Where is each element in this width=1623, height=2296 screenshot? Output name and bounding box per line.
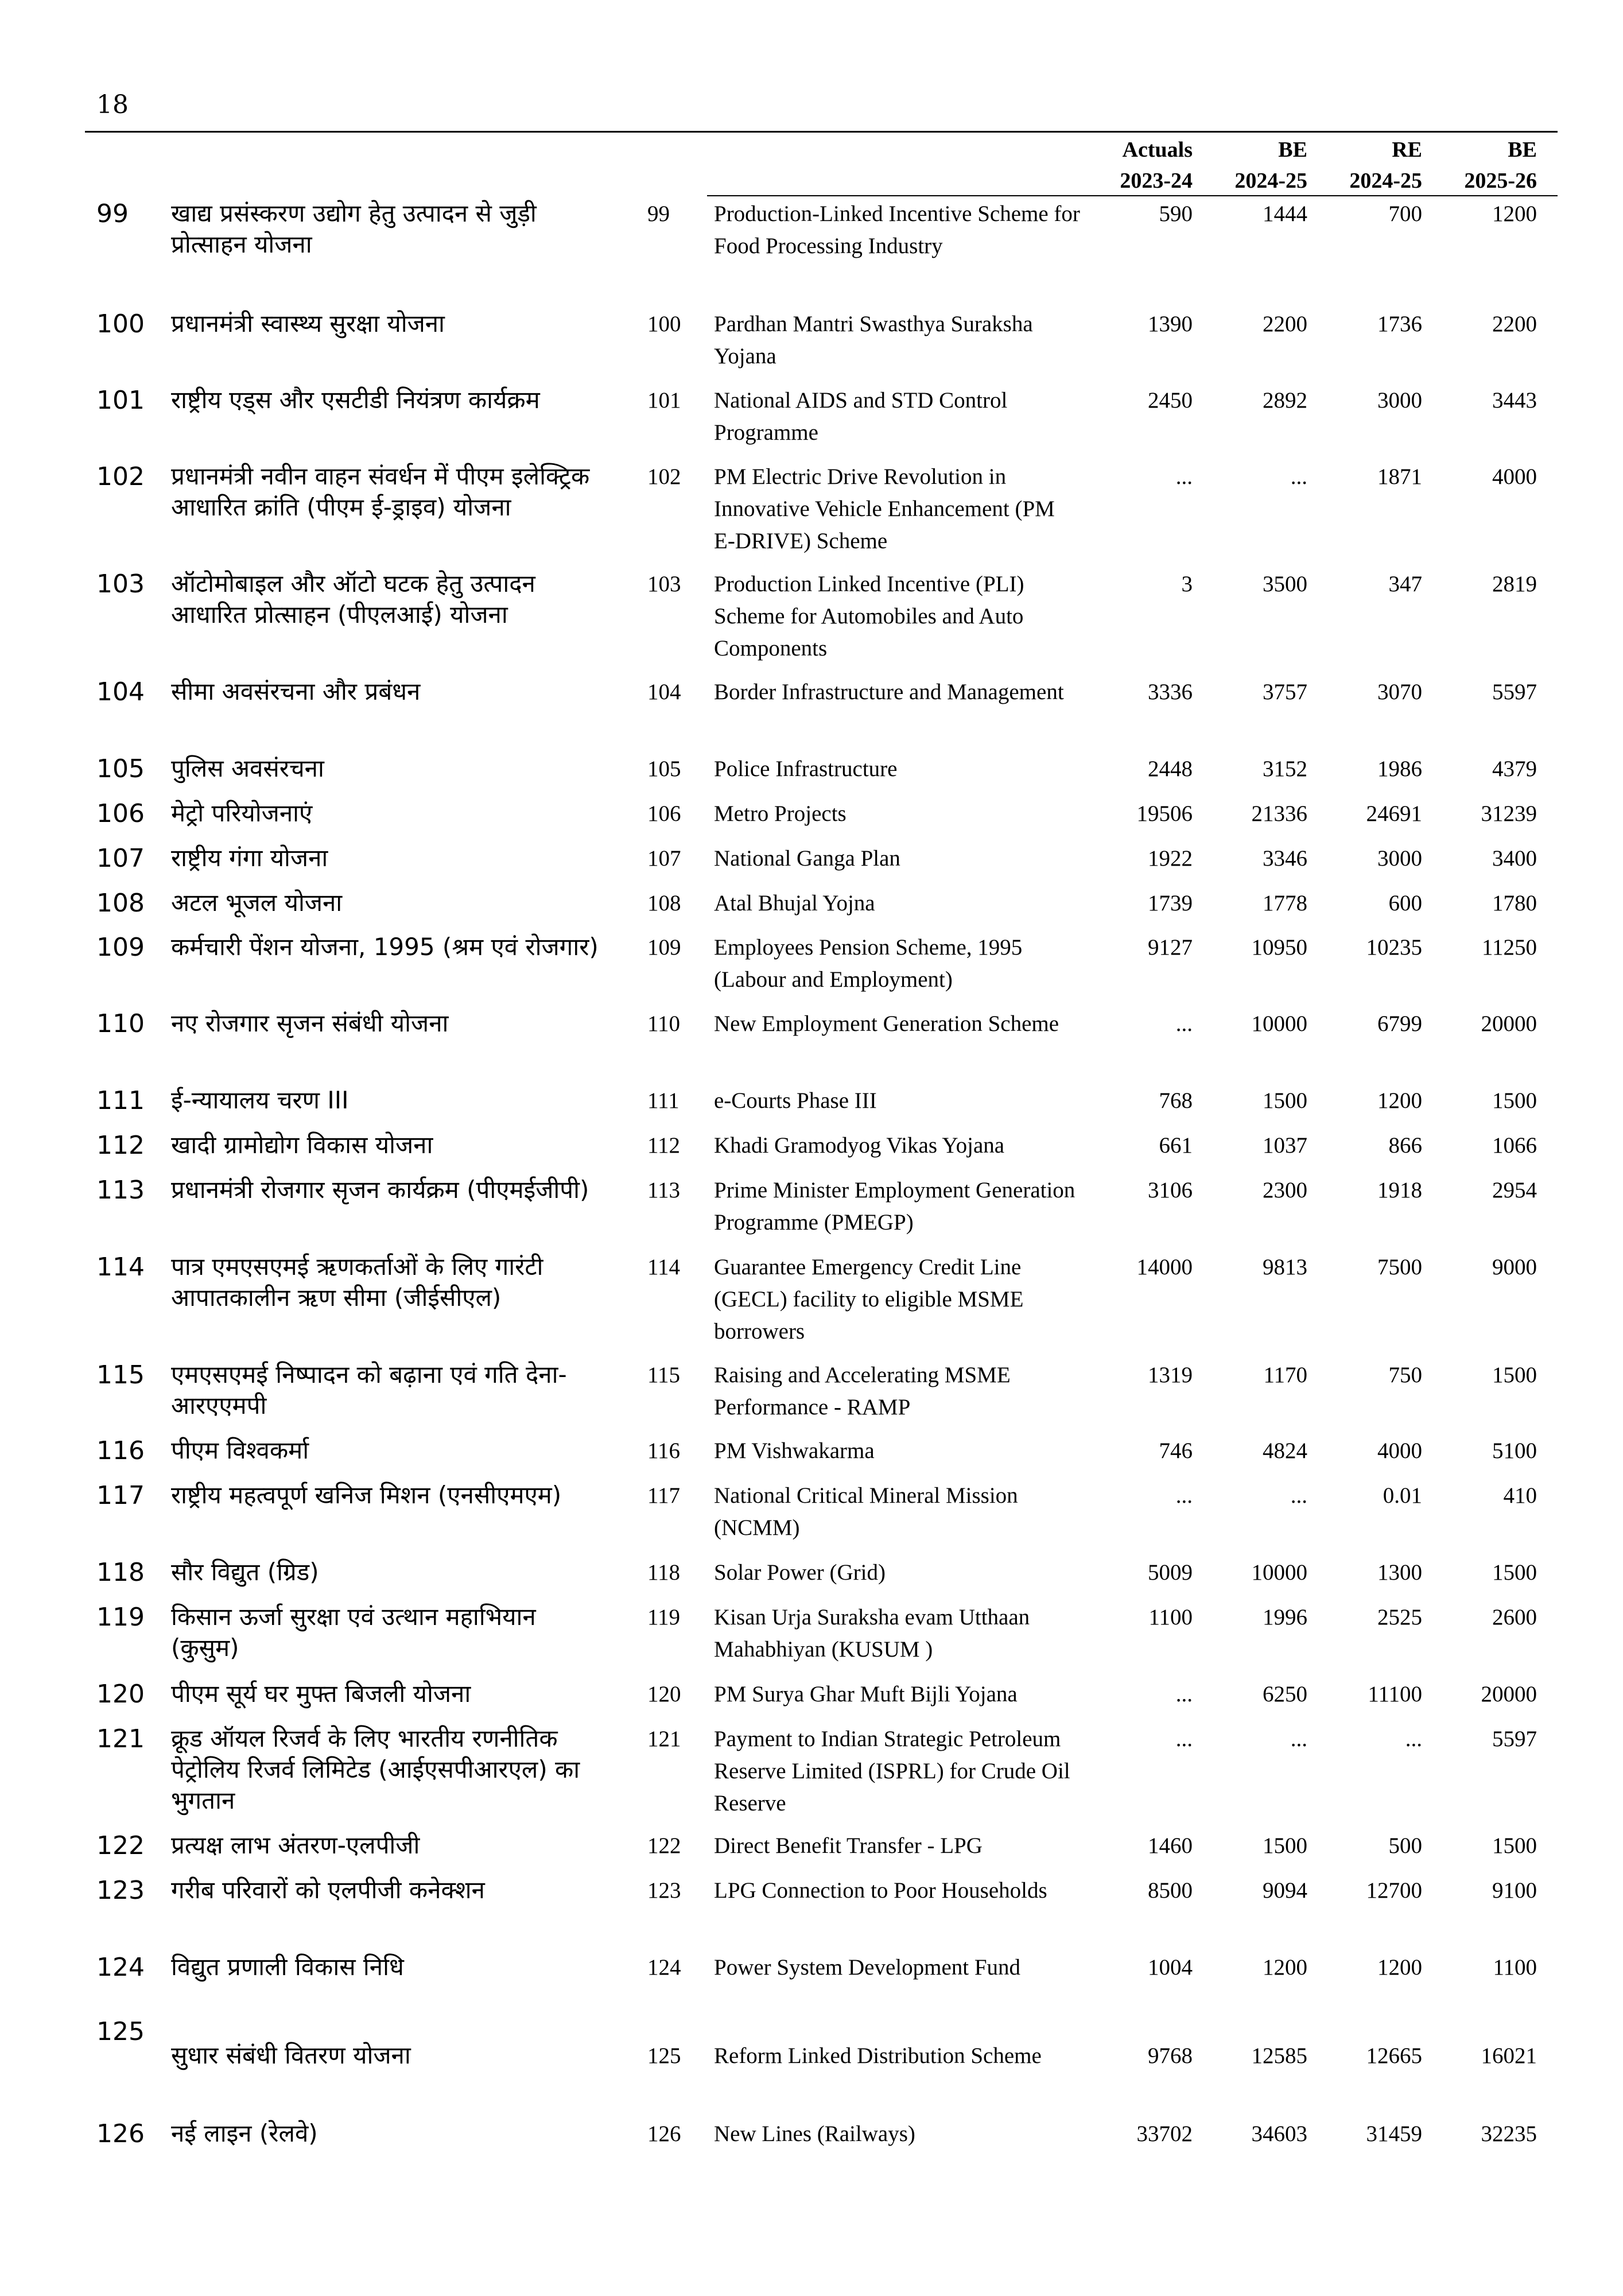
- re-2024-25: 866: [1388, 1133, 1422, 1158]
- page-number: 18: [96, 90, 129, 119]
- re-2024-25: 24691: [1366, 801, 1422, 826]
- be-2025-26: 2819: [1492, 572, 1537, 596]
- english-serial: 124: [647, 1955, 681, 1980]
- be-2025-26: 1100: [1493, 1955, 1537, 1980]
- be-2024-25: 1037: [1263, 1133, 1307, 1158]
- english-serial: 113: [647, 1178, 681, 1203]
- actuals-2023-24: 2450: [1148, 388, 1193, 413]
- english-scheme-name: PM Electric Drive Revolution in Innovative Vehicle Enhancement (PM E-DRIVE) Scheme: [714, 464, 1055, 553]
- be-2025-26: 5100: [1492, 1438, 1537, 1463]
- be-2024-25: 21336: [1251, 801, 1307, 826]
- actuals-2023-24: 5009: [1148, 1560, 1193, 1585]
- re-2024-25: 2525: [1377, 1605, 1422, 1630]
- be-2024-25: ...: [1290, 1483, 1307, 1508]
- hindi-serial: 100: [96, 309, 145, 339]
- english-scheme-name: e-Courts Phase III: [714, 1088, 877, 1113]
- be-2024-25: 4824: [1263, 1438, 1307, 1463]
- re-2024-25: 500: [1388, 1833, 1422, 1858]
- actuals-2023-24: 3106: [1148, 1178, 1193, 1203]
- be-2025-26: 20000: [1481, 1682, 1537, 1707]
- english-serial: 111: [647, 1088, 680, 1113]
- re-2024-25: 6799: [1377, 1011, 1422, 1036]
- english-serial: 119: [647, 1605, 681, 1630]
- re-2024-25: 3000: [1377, 846, 1422, 871]
- be-2025-26: 410: [1503, 1483, 1537, 1508]
- be-2024-25: 6250: [1263, 1682, 1307, 1707]
- hindi-serial: 112: [96, 1131, 145, 1160]
- english-serial: 114: [647, 1255, 681, 1279]
- be-2025-26: 1500: [1492, 1363, 1537, 1387]
- english-serial: 115: [647, 1363, 681, 1387]
- english-serial: 125: [647, 2043, 681, 2068]
- header-line: 2024-25: [1349, 169, 1422, 193]
- be-2025-26: 20000: [1481, 1011, 1537, 1036]
- hindi-scheme-name: ऑटोमोबाइल और ऑटो घटक हेतु उत्पादन आधारित प्रोत्साहन (पीएलआई) योजना: [171, 569, 535, 629]
- hindi-serial: 103: [96, 569, 145, 599]
- hindi-serial: 119: [96, 1603, 145, 1632]
- english-scheme-name: PM Surya Ghar Muft Bijli Yojana: [714, 1682, 1018, 1707]
- be-2024-25: 3500: [1263, 572, 1307, 596]
- actuals-2023-24: 1319: [1148, 1363, 1193, 1387]
- actuals-2023-24: ...: [1175, 1011, 1193, 1036]
- english-scheme-name: Pardhan Mantri Swasthya Suraksha Yojana: [714, 312, 1033, 369]
- hindi-serial: 115: [96, 1360, 145, 1390]
- header-line: 2025-26: [1464, 169, 1537, 193]
- actuals-2023-24: 33702: [1136, 2122, 1193, 2146]
- hindi-scheme-name: क्रूड ऑयल रिजर्व के लिए भारतीय रणनीतिक पेट्रोलिय रिजर्व लिमिटेड (आईएसपीआरएल) का भुगतान: [171, 1724, 580, 1814]
- hindi-serial: 102: [96, 462, 145, 491]
- be-2025-26: 1500: [1492, 1088, 1537, 1113]
- hindi-scheme-name: पीएम सूर्य घर मुफ्त बिजली योजना: [171, 1680, 471, 1708]
- actuals-2023-24: 1004: [1148, 1955, 1193, 1980]
- be-2025-26: 32235: [1481, 2122, 1537, 2146]
- hindi-serial: 106: [96, 799, 145, 828]
- hindi-serial: 126: [96, 2119, 145, 2148]
- hindi-scheme-name: राष्ट्रीय एड्स और एसटीडी नियंत्रण कार्यक्रम: [171, 386, 540, 414]
- hindi-scheme-name: एमएसएमई निष्पादन को बढ़ाना एवं गति देना- आरएएमपी: [171, 1360, 567, 1420]
- hindi-serial: 117: [96, 1481, 145, 1510]
- english-scheme-name: Khadi Gramodyog Vikas Yojana: [714, 1133, 1005, 1158]
- english-scheme-name: Guarantee Emergency Credit Line (GECL) facility to eligible MSME borrowers: [714, 1255, 1024, 1344]
- re-2024-25: 1918: [1377, 1178, 1422, 1203]
- actuals-2023-24: 661: [1159, 1133, 1193, 1158]
- english-serial: 120: [647, 1682, 681, 1707]
- actuals-2023-24: 1739: [1148, 891, 1193, 916]
- be-2025-26: 31239: [1481, 801, 1537, 826]
- be-2025-26: 3443: [1492, 388, 1537, 413]
- be-2024-25: 2300: [1263, 1178, 1307, 1203]
- re-2024-25: 10235: [1366, 935, 1422, 960]
- english-serial: 100: [647, 312, 681, 336]
- english-scheme-name: LPG Connection to Poor Households: [714, 1878, 1047, 1903]
- english-serial: 101: [647, 388, 681, 413]
- hindi-scheme-name: पात्र एमएसएमई ऋणकर्ताओं के लिए गारंटी आपातकालीन ऋण सीमा (जीईसीएल): [171, 1252, 543, 1312]
- english-serial: 109: [647, 935, 681, 960]
- be-2025-26: 3400: [1492, 846, 1537, 871]
- be-2025-26: 1500: [1492, 1560, 1537, 1585]
- english-serial: 110: [647, 1011, 681, 1036]
- re-2024-25: 3070: [1377, 680, 1422, 704]
- re-2024-25: 1300: [1377, 1560, 1422, 1585]
- re-2024-25: 3000: [1377, 388, 1422, 413]
- header-line: RE: [1392, 138, 1422, 162]
- be-2024-25: 3757: [1263, 680, 1307, 704]
- actuals-2023-24: ...: [1175, 1682, 1193, 1707]
- hindi-serial: 122: [96, 1831, 145, 1860]
- column-header-re-2024-25: [1330, 134, 1422, 196]
- be-2025-26: 16021: [1481, 2043, 1537, 2068]
- hindi-serial: 107: [96, 844, 145, 873]
- hindi-serial: 113: [96, 1176, 145, 1205]
- actuals-2023-24: 3: [1181, 572, 1193, 596]
- re-2024-25: 600: [1388, 891, 1422, 916]
- english-scheme-name: Direct Benefit Transfer - LPG: [714, 1833, 983, 1858]
- be-2024-25: 1500: [1263, 1088, 1307, 1113]
- actuals-2023-24: ...: [1175, 1483, 1193, 1508]
- english-serial: 99: [647, 201, 670, 226]
- be-2024-25: 1200: [1263, 1955, 1307, 1980]
- hindi-scheme-name: सीमा अवसंरचना और प्रबंधन: [171, 677, 421, 705]
- english-scheme-name: Payment to Indian Strategic Petroleum Reserve Limited (ISPRL) for Crude Oil Reserve: [714, 1727, 1070, 1816]
- english-scheme-name: Production-Linked Incentive Scheme for Food Processing Industry: [714, 201, 1080, 258]
- actuals-2023-24: 9768: [1148, 2043, 1193, 2068]
- english-scheme-name: Police Infrastructure: [714, 757, 898, 781]
- hindi-serial: 116: [96, 1436, 145, 1465]
- english-serial: 121: [647, 1727, 681, 1751]
- hindi-scheme-name: नए रोजगार सृजन संबंधी योजना: [171, 1009, 449, 1037]
- english-scheme-name: Power System Development Fund: [714, 1955, 1021, 1980]
- english-scheme-name: National Ganga Plan: [714, 846, 900, 871]
- be-2025-26: 4000: [1492, 464, 1537, 489]
- english-serial: 122: [647, 1833, 681, 1858]
- be-2024-25: 1996: [1263, 1605, 1307, 1630]
- english-scheme-name: Production Linked Incentive (PLI) Scheme for Automobiles and Auto Components: [714, 572, 1024, 661]
- english-serial: 123: [647, 1878, 681, 1903]
- column-header-actuals-2023-24: [1101, 134, 1193, 196]
- hindi-scheme-name: सौर विद्युत (ग्रिड): [171, 1558, 319, 1586]
- english-scheme-name: Reform Linked Distribution Scheme: [714, 2043, 1042, 2068]
- be-2024-25: ...: [1290, 464, 1307, 489]
- actuals-2023-24: 1390: [1148, 312, 1193, 336]
- hindi-scheme-name: प्रत्यक्ष लाभ अंतरण-एलपीजी: [171, 1831, 420, 1859]
- english-serial: 116: [647, 1438, 681, 1463]
- be-2025-26: 1500: [1492, 1833, 1537, 1858]
- re-2024-25: 1200: [1377, 1955, 1422, 1980]
- actuals-2023-24: 19506: [1136, 801, 1193, 826]
- be-2024-25: 10950: [1251, 935, 1307, 960]
- actuals-2023-24: 3336: [1148, 680, 1193, 704]
- actuals-2023-24: ...: [1175, 464, 1193, 489]
- re-2024-25: 1986: [1377, 757, 1422, 781]
- re-2024-25: 12700: [1366, 1878, 1422, 1903]
- header-line: BE: [1278, 138, 1307, 162]
- english-scheme-name: National AIDS and STD Control Programme: [714, 388, 1008, 445]
- english-scheme-name: Prime Minister Employment Generation Programme (PMEGP): [714, 1178, 1075, 1235]
- actuals-2023-24: 590: [1159, 201, 1193, 226]
- be-2024-25: ...: [1290, 1727, 1307, 1751]
- english-scheme-name: Solar Power (Grid): [714, 1560, 886, 1585]
- be-2024-25: 12585: [1251, 2043, 1307, 2068]
- header-line: 2023-24: [1120, 169, 1193, 193]
- hindi-scheme-name: ई-न्यायालय चरण III: [171, 1086, 349, 1114]
- english-scheme-name: Atal Bhujal Yojna: [714, 891, 875, 916]
- re-2024-25: 1200: [1377, 1088, 1422, 1113]
- english-scheme-name: Employees Pension Scheme, 1995 (Labour and Employment): [714, 935, 1023, 992]
- header-line: Actuals: [1122, 138, 1193, 162]
- header-line: 2024-25: [1234, 169, 1307, 193]
- english-serial: 117: [647, 1483, 681, 1508]
- english-scheme-name: National Critical Mineral Mission (NCMM): [714, 1483, 1018, 1540]
- hindi-serial: 108: [96, 889, 145, 918]
- re-2024-25: ...: [1405, 1727, 1422, 1751]
- be-2024-25: 1444: [1263, 201, 1307, 226]
- column-header-be-2025-26: [1445, 134, 1537, 196]
- header-rule: [707, 195, 1558, 196]
- hindi-serial: 110: [96, 1009, 145, 1038]
- hindi-serial: 101: [96, 386, 145, 415]
- english-serial: 118: [647, 1560, 681, 1585]
- be-2025-26: 4379: [1492, 757, 1537, 781]
- re-2024-25: 1871: [1377, 464, 1422, 489]
- english-scheme-name: Border Infrastructure and Management: [714, 680, 1064, 704]
- english-scheme-name: Kisan Urja Suraksha evam Utthaan Mahabhiyan (KUSUM ): [714, 1605, 1030, 1662]
- top-rule: [85, 131, 1558, 133]
- be-2025-26: 9100: [1492, 1878, 1537, 1903]
- hindi-scheme-name: मेट्रो परियोजनाएं: [171, 799, 313, 827]
- actuals-2023-24: 2448: [1148, 757, 1193, 781]
- be-2024-25: 1170: [1263, 1363, 1307, 1387]
- hindi-serial: 109: [96, 933, 145, 962]
- re-2024-25: 700: [1388, 201, 1422, 226]
- english-serial: 105: [647, 757, 681, 781]
- hindi-scheme-name: अटल भूजल योजना: [171, 889, 343, 917]
- be-2024-25: 9813: [1263, 1255, 1307, 1279]
- be-2024-25: 1500: [1263, 1833, 1307, 1858]
- hindi-serial: 124: [96, 1953, 145, 1982]
- be-2025-26: 11250: [1481, 935, 1537, 960]
- be-2024-25: 3152: [1263, 757, 1307, 781]
- hindi-serial: 105: [96, 754, 145, 784]
- actuals-2023-24: 1100: [1148, 1605, 1193, 1630]
- hindi-scheme-name: पीएम विश्वकर्मा: [171, 1436, 309, 1464]
- actuals-2023-24: 768: [1159, 1088, 1193, 1113]
- re-2024-25: 0.01: [1383, 1483, 1422, 1508]
- actuals-2023-24: ...: [1175, 1727, 1193, 1751]
- be-2025-26: 1780: [1492, 891, 1537, 916]
- re-2024-25: 11100: [1368, 1682, 1422, 1707]
- be-2024-25: 2892: [1263, 388, 1307, 413]
- hindi-scheme-name: प्रधानमंत्री नवीन वाहन संवर्धन में पीएम इलेक्ट्रिक आधारित क्रांति (पीएम ई-ड्राइव) योजना: [171, 462, 590, 521]
- actuals-2023-24: 9127: [1148, 935, 1193, 960]
- hindi-serial: 104: [96, 677, 145, 707]
- be-2024-25: 9094: [1263, 1878, 1307, 1903]
- header-line: BE: [1508, 138, 1537, 162]
- be-2024-25: 10000: [1251, 1560, 1307, 1585]
- hindi-serial: 120: [96, 1680, 145, 1709]
- english-scheme-name: Metro Projects: [714, 801, 847, 826]
- hindi-scheme-name: खादी ग्रामोद्योग विकास योजना: [171, 1131, 433, 1159]
- english-serial: 104: [647, 680, 681, 704]
- be-2024-25: 10000: [1251, 1011, 1307, 1036]
- be-2025-26: 1066: [1492, 1133, 1537, 1158]
- hindi-serial: 114: [96, 1252, 145, 1282]
- be-2025-26: 2600: [1492, 1605, 1537, 1630]
- re-2024-25: 347: [1388, 572, 1422, 596]
- re-2024-25: 7500: [1377, 1255, 1422, 1279]
- hindi-serial: 123: [96, 1876, 145, 1905]
- re-2024-25: 31459: [1366, 2122, 1422, 2146]
- be-2025-26: 2200: [1492, 312, 1537, 336]
- english-serial: 112: [647, 1133, 681, 1158]
- hindi-scheme-name: प्रधानमंत्री रोजगार सृजन कार्यक्रम (पीएमईजीपी): [171, 1176, 589, 1204]
- english-serial: 108: [647, 891, 681, 916]
- english-scheme-name: Raising and Accelerating MSME Performance - RAMP: [714, 1363, 1011, 1420]
- hindi-scheme-name: विद्युत प्रणाली विकास निधि: [171, 1953, 404, 1981]
- be-2025-26: 5597: [1492, 1727, 1537, 1751]
- english-serial: 126: [647, 2122, 681, 2146]
- be-2024-25: 2200: [1263, 312, 1307, 336]
- be-2025-26: 9000: [1492, 1255, 1537, 1279]
- hindi-serial: 99: [96, 199, 129, 228]
- english-scheme-name: New Lines (Railways): [714, 2122, 915, 2146]
- re-2024-25: 12665: [1366, 2043, 1422, 2068]
- english-scheme-name: New Employment Generation Scheme: [714, 1011, 1059, 1036]
- hindi-scheme-name: गरीब परिवारों को एलपीजी कनेक्शन: [171, 1876, 485, 1904]
- english-serial: 103: [647, 572, 681, 596]
- be-2024-25: 34603: [1251, 2122, 1307, 2146]
- re-2024-25: 1736: [1377, 312, 1422, 336]
- be-2025-26: 5597: [1492, 680, 1537, 704]
- re-2024-25: 4000: [1377, 1438, 1422, 1463]
- actuals-2023-24: 8500: [1148, 1878, 1193, 1903]
- hindi-scheme-name: राष्ट्रीय महत्वपूर्ण खनिज मिशन (एनसीएमएम): [171, 1481, 562, 1509]
- hindi-scheme-name: किसान ऊर्जा सुरक्षा एवं उत्थान महाभियान (कुसुम): [171, 1603, 536, 1662]
- re-2024-25: 750: [1388, 1363, 1422, 1387]
- hindi-scheme-name: पुलिस अवसंरचना: [171, 754, 324, 782]
- actuals-2023-24: 746: [1159, 1438, 1193, 1463]
- english-serial: 107: [647, 846, 681, 871]
- actuals-2023-24: 14000: [1136, 1255, 1193, 1279]
- english-serial: 102: [647, 464, 681, 489]
- hindi-serial: 111: [96, 1086, 145, 1115]
- english-serial: 106: [647, 801, 681, 826]
- hindi-scheme-name: खाद्य प्रसंस्करण उद्योग हेतु उत्पादन से जुड़ी प्रोत्साहन योजना: [171, 199, 537, 258]
- be-2025-26: 1200: [1492, 201, 1537, 226]
- hindi-scheme-name: प्रधानमंत्री स्वास्थ्य सुरक्षा योजना: [171, 309, 445, 338]
- english-scheme-name: PM Vishwakarma: [714, 1438, 875, 1463]
- hindi-serial: 121: [96, 1724, 145, 1754]
- hindi-serial: 118: [96, 1558, 145, 1587]
- hindi-scheme-name: सुधार संबंधी वितरण योजना: [171, 2041, 411, 2069]
- hindi-scheme-name: कर्मचारी पेंशन योजना, 1995 (श्रम एवं रोजगार): [171, 933, 599, 961]
- hindi-scheme-name: नई लाइन (रेलवे): [171, 2119, 318, 2147]
- actuals-2023-24: 1460: [1148, 1833, 1193, 1858]
- column-header-be-2024-25: [1216, 134, 1307, 196]
- actuals-2023-24: 1922: [1148, 846, 1193, 871]
- hindi-serial: 125: [96, 2017, 145, 2046]
- be-2025-26: 2954: [1492, 1178, 1537, 1203]
- be-2024-25: 3346: [1263, 846, 1307, 871]
- be-2024-25: 1778: [1263, 891, 1307, 916]
- hindi-scheme-name: राष्ट्रीय गंगा योजना: [171, 844, 328, 872]
